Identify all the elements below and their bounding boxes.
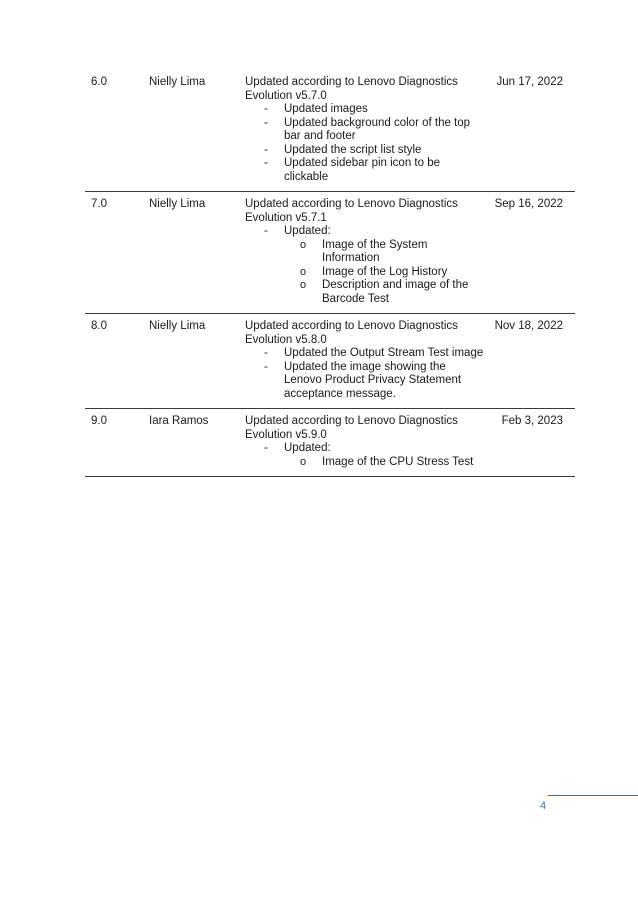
table-row xyxy=(85,314,575,409)
version-cell: 9.0 xyxy=(91,415,107,427)
sub-list-item-text: Image of the System Information xyxy=(322,238,428,264)
sub-list-item xyxy=(300,456,485,470)
page-number: 4 xyxy=(540,800,547,812)
dash-bullet-icon: - xyxy=(264,143,268,156)
footer-rule xyxy=(548,795,638,796)
circle-bullet-icon: o xyxy=(300,279,307,291)
list-item xyxy=(262,103,485,117)
description-intro: Updated according to Lenovo Diagnostics Evolution v5.7.1 xyxy=(245,198,458,224)
list-item xyxy=(262,361,485,402)
dash-bullet-icon: - xyxy=(264,225,268,237)
sub-list-item xyxy=(300,279,485,306)
description-intro: Updated according to Lenovo Diagnostics Evolution v5.9.0 xyxy=(245,415,458,441)
description-cell xyxy=(245,415,485,469)
change-list xyxy=(245,347,485,401)
list-item-text: Updated: xyxy=(284,225,331,237)
list-item xyxy=(262,225,485,306)
description-cell xyxy=(245,198,485,306)
circle-bullet-icon: o xyxy=(300,455,307,468)
description-intro: Updated according to Lenovo Diagnostics Evolution v5.8.0 xyxy=(245,320,458,346)
author-cell: Nielly Lima xyxy=(149,320,206,332)
list-item-text: Updated the image showing the Lenovo Product Privacy Statement acceptance message. xyxy=(284,360,462,400)
dash-bullet-icon: - xyxy=(264,360,268,373)
sub-list-item xyxy=(300,266,485,280)
sub-list-item-text: Image of the CPU Stress Test xyxy=(322,455,474,468)
author-cell: Iara Ramos xyxy=(149,415,209,427)
list-item-text: Updated the Output Stream Test image xyxy=(284,347,484,359)
sub-change-list xyxy=(284,239,485,307)
table-row xyxy=(85,70,575,192)
list-item xyxy=(262,157,485,184)
list-item-text: Updated: xyxy=(284,442,331,454)
list-item xyxy=(262,442,485,469)
list-item xyxy=(262,117,485,144)
change-list xyxy=(245,103,485,184)
dash-bullet-icon: - xyxy=(264,442,268,454)
sub-list-item-text: Image of the Log History xyxy=(322,265,448,278)
description-cell xyxy=(245,76,485,184)
date-cell: Feb 3, 2023 xyxy=(501,415,563,427)
date-cell: Nov 18, 2022 xyxy=(494,320,563,332)
version-cell: 6.0 xyxy=(91,76,107,88)
revision-history-table xyxy=(85,70,575,477)
version-cell: 8.0 xyxy=(91,320,107,332)
description-intro: Updated according to Lenovo Diagnostics Evolution v5.7.0 xyxy=(245,76,458,102)
change-list xyxy=(245,442,485,469)
list-item-text: Updated sidebar pin icon to be clickable xyxy=(284,157,440,183)
dash-bullet-icon: - xyxy=(264,116,268,129)
date-cell: Jun 17, 2022 xyxy=(496,76,563,88)
sub-change-list xyxy=(284,456,485,470)
dash-bullet-icon: - xyxy=(264,347,268,359)
sub-list-item xyxy=(300,239,485,266)
dash-bullet-icon: - xyxy=(264,157,268,169)
list-item-text: Updated background color of the top bar and footer xyxy=(284,116,471,142)
version-cell: 7.0 xyxy=(91,198,107,210)
table-row xyxy=(85,409,575,477)
circle-bullet-icon: o xyxy=(300,238,307,251)
sub-list-item-text: Description and image of the Barcode Test xyxy=(322,279,469,305)
author-cell: Nielly Lima xyxy=(149,76,206,88)
date-cell: Sep 16, 2022 xyxy=(494,198,563,210)
dash-bullet-icon: - xyxy=(264,103,268,115)
list-item-text: Updated images xyxy=(284,103,368,115)
change-list xyxy=(245,225,485,306)
circle-bullet-icon: o xyxy=(300,265,307,278)
description-cell xyxy=(245,320,485,401)
author-cell: Nielly Lima xyxy=(149,198,206,210)
list-item-text: Updated the script list style xyxy=(284,143,422,156)
list-item xyxy=(262,347,485,361)
list-item xyxy=(262,144,485,158)
table-row xyxy=(85,192,575,314)
